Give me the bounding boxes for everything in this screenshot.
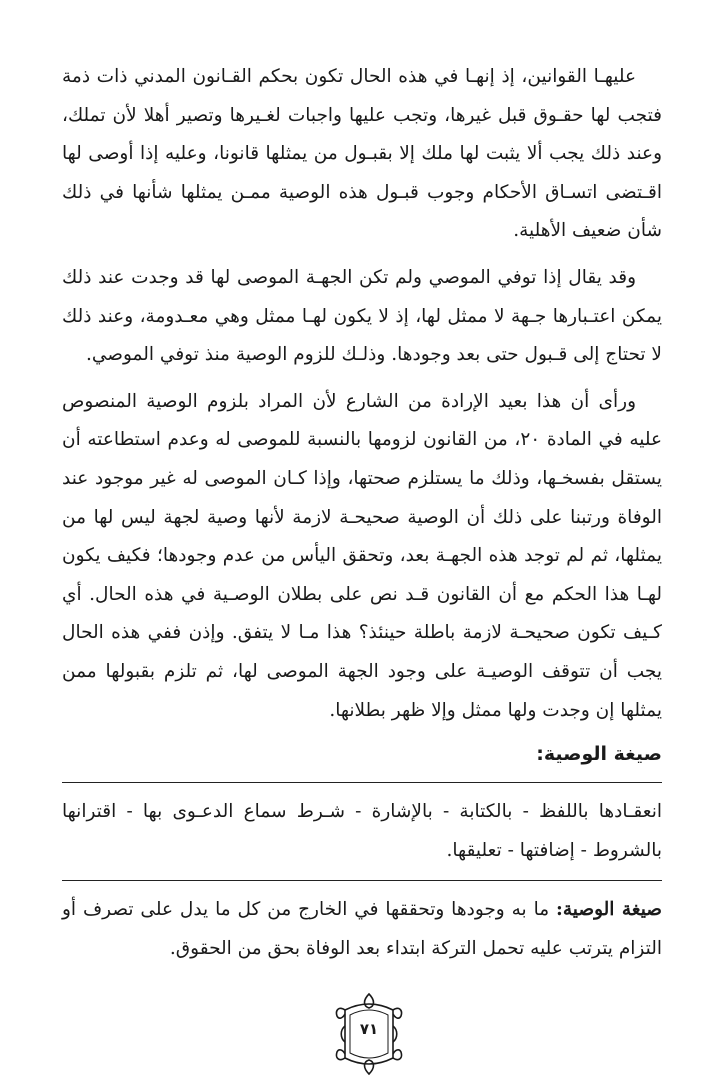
section-heading: صيغة الوصية: — [536, 743, 662, 766]
page-body — [62, 58, 662, 968]
paragraph-1: عليهـا القوانين، إذ إنهـا في هذه الحال تكون بحكم القـانون المدني ذات ذمة فتجب لها حقـوق قبل غيرها، وتجب عليها واجبات لغـيرها وتصير أهلا لأن تملك، وعند ذلك يجب ألا يثبت لها ملك إلا بقبـول من يمثلها قانونا، وعليه إذا أوصى لها اقـتضى اتسـاق الأحكام وجوب قبـول هذه الوصية ممـن يمثلها شأنها في ذلك شأن ضعيف الأهلية. — [62, 66, 662, 242]
definition-text: ما به وجودها وتحققها في الخارج من كل ما يدل على تصرف أو التزام يترتب عليه تحمل التركة ابتداء بعد الوفاة بحق من الحقوق. — [62, 899, 662, 959]
topics-line: انعقـادها باللفظ - بالكتابة - بالإشارة - شـرط سماع الدعـوى بها - اقترانها بالشروط - إضافتها - تعليقها. — [62, 801, 662, 861]
section-divider-top — [62, 782, 662, 783]
section-divider-bottom — [62, 880, 662, 881]
definition-paragraph — [62, 891, 662, 968]
page-number: ٧١ — [359, 1020, 379, 1038]
definition-term: صيغة الوصية: — [556, 899, 662, 921]
paragraph-2: وقد يقال إذا توفي الموصي ولم تكن الجهـة الموصى لها قد وجدت عند ذلك يمكن اعتـبارها جـهة لا ممثل لها، إذ لا يكون لهـا ممثل وهي معـدومة، وعند ذلك لا تحتاج إلى قـبول حتى بعد وجودها. وذلـك للزوم الوصية منذ توفي الموصي. — [62, 266, 662, 366]
page-number-ornament — [331, 990, 407, 1078]
paragraph-3: ورأى أن هذا بعيد الإرادة من الشارع لأن المراد بلزوم الوصية المنصوص عليه في المادة ٢٠، من القانون لزومها بالنسبة للموصى له وعدم استطاعته أن يستقل بفسخـها، وذلك ما يستلزم صحتها، وإذا كـان الموصى له غير موجود عند الوفاة ورتبنا على ذلك أن الوصية صحيحـة لازمة لأنها وصية لجهة ليس لها من يمثلها، ثم لم توجد هذه الجهـة بعد، وتحقق اليأس من عدم وجودها؛ فكيف يكون لهـا هذا الحكم مع أن القانون قـد نص على بطلان الوصـية في هذه الحال. أي كـيف تكون صحيحـة لازمة باطلة حينئذ؟ هذا مـا لا يتفق. وإذن ففي هذه الحال يجب أن تتوقف الوصيـة على وجود الجهة الموصى لها، ثم تلزم بقبولها ممن يمثلها إن وجدت ولها ممثل وإلا ظهر بطلانها. — [62, 390, 663, 721]
